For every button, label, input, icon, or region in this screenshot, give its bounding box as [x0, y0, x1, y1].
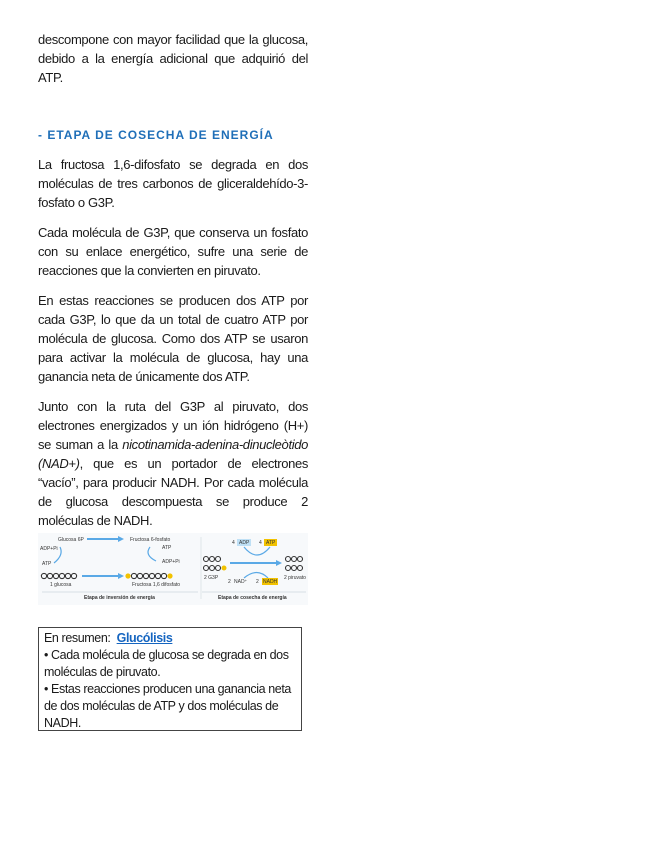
g3p-top — [204, 557, 221, 562]
arrow-top-head — [118, 536, 124, 542]
label-glucosa: 1 glucosa — [50, 582, 72, 588]
pyr-c5 — [292, 566, 297, 571]
paragraph-1: descompone con mayor facilidad que la glucosa, debido a la energía adicional que adquirió del ATP. — [38, 32, 308, 85]
label-fructosa16: Fructosa 1,6 difosfato — [132, 582, 181, 588]
paragraph-3: Cada molécula de G3P, que conserva un fosfato con su enlace energético, sufre una serie de reacciones que la convierten en piruvato. — [38, 225, 308, 278]
pyr-c4 — [286, 566, 291, 571]
carbon-f5 — [155, 573, 160, 578]
glycolysis-diagram-svg — [38, 533, 308, 605]
label-atp2: ATP — [162, 545, 172, 551]
label-stage-right: Etapa de cosecha de energía — [218, 595, 287, 601]
summary-bullet-1: • Cada molécula de glucosa se degrada en dos moléculas de piruvato. — [44, 648, 289, 679]
label-two-2: 2 — [256, 579, 259, 585]
pyr-c1 — [286, 557, 291, 562]
label-atp-right: ATP — [266, 540, 276, 546]
atp-curve-right — [244, 547, 270, 555]
carbon-f4 — [149, 573, 154, 578]
paragraph-5-end: , que es un portador de electrones “vacío”, para producir NADH. Por cada molécula de glucosa descompuesta se produce 2 moléculas de NADH. — [38, 456, 308, 528]
label-adp: ADP — [239, 540, 250, 546]
summary-bullet-2: • Estas reacciones producen una ganancia neta de dos moléculas de ATP y dos moléculas de NADH. — [44, 682, 291, 730]
g3p-c4 — [204, 566, 209, 571]
phosphate-left — [125, 573, 130, 578]
g3p-c3 — [216, 557, 221, 562]
carbon-f3 — [143, 573, 148, 578]
glucose-chain — [41, 573, 76, 578]
carbon-f1 — [131, 573, 136, 578]
phosphate-right — [167, 573, 172, 578]
nad-term: nicotinamida-adenina-dinucleòtido (NAD+) — [38, 437, 308, 471]
label-adp-pi2: ADP+Pi — [162, 559, 180, 565]
summary-intro: En resumen: — [44, 631, 111, 645]
label-atp-left: ATP — [42, 561, 52, 567]
text-column — [38, 30, 308, 530]
g3p-bottom — [204, 566, 227, 571]
carbon-3 — [53, 573, 58, 578]
paragraph-5-start: Junto con la ruta del G3P al piruvato, dos electrones energizados y un ión hidrógeno (H+) se suman a la — [38, 399, 308, 452]
paragraph-2: La fructosa 1,6-difosfato se degrada en dos moléculas de tres carbonos de gliceraldehído-3-fosfato o G3P. — [38, 157, 308, 210]
pyr-c2 — [292, 557, 297, 562]
g3p-phosphate — [222, 566, 227, 571]
pyruvate-chain — [286, 557, 303, 571]
paragraph-5 — [38, 397, 308, 530]
pyr-c6 — [298, 566, 303, 571]
carbon-5 — [65, 573, 70, 578]
summary-box — [38, 627, 302, 731]
carbon-1 — [41, 573, 46, 578]
label-four-1: 4 — [232, 540, 235, 546]
label-nad: NAD⁺ — [234, 579, 248, 585]
arrow-right-head — [276, 560, 282, 566]
fructose-chain — [125, 573, 172, 578]
label-piruvato: 2 piruvato — [284, 575, 306, 581]
pyr-c3 — [298, 557, 303, 562]
carbon-4 — [59, 573, 64, 578]
label-two-1: 2 — [228, 579, 231, 585]
label-nadh: NADH — [263, 579, 278, 585]
label-stage-left: Etapa de inversión de energía — [84, 595, 155, 601]
arrow-bottom-head — [118, 573, 124, 579]
carbon-2 — [47, 573, 52, 578]
label-g3p: 2 G3P — [204, 575, 219, 581]
label-four-2: 4 — [259, 540, 262, 546]
atp-curve-mid — [148, 547, 156, 561]
nad-curve — [244, 573, 268, 579]
label-adp-pi: ADP+Pi — [40, 546, 58, 552]
paragraph-4: En estas reacciones se producen dos ATP por cada G3P, lo que da un total de cuatro ATP por molécula de glucosa. Como dos ATP se usaron para activar la molécula de glucosa, hay una ganancia neta de únicamente dos ATP. — [38, 293, 308, 384]
g3p-c2 — [210, 557, 215, 562]
label-fructosa6: Fructosa 6-fosfato — [130, 537, 171, 543]
glycolysis-diagram — [38, 533, 308, 605]
carbon-6 — [71, 573, 76, 578]
carbon-f6 — [161, 573, 166, 578]
g3p-c6 — [216, 566, 221, 571]
label-glucosa6p: Glucosa 6P — [58, 537, 84, 543]
carbon-f2 — [137, 573, 142, 578]
glucolisis-link[interactable]: Glucólisis — [116, 631, 173, 645]
g3p-c5 — [210, 566, 215, 571]
g3p-c1 — [204, 557, 209, 562]
summary-title — [44, 630, 297, 647]
section-heading: - ETAPA DE COSECHA DE ENERGÍA — [38, 128, 274, 142]
